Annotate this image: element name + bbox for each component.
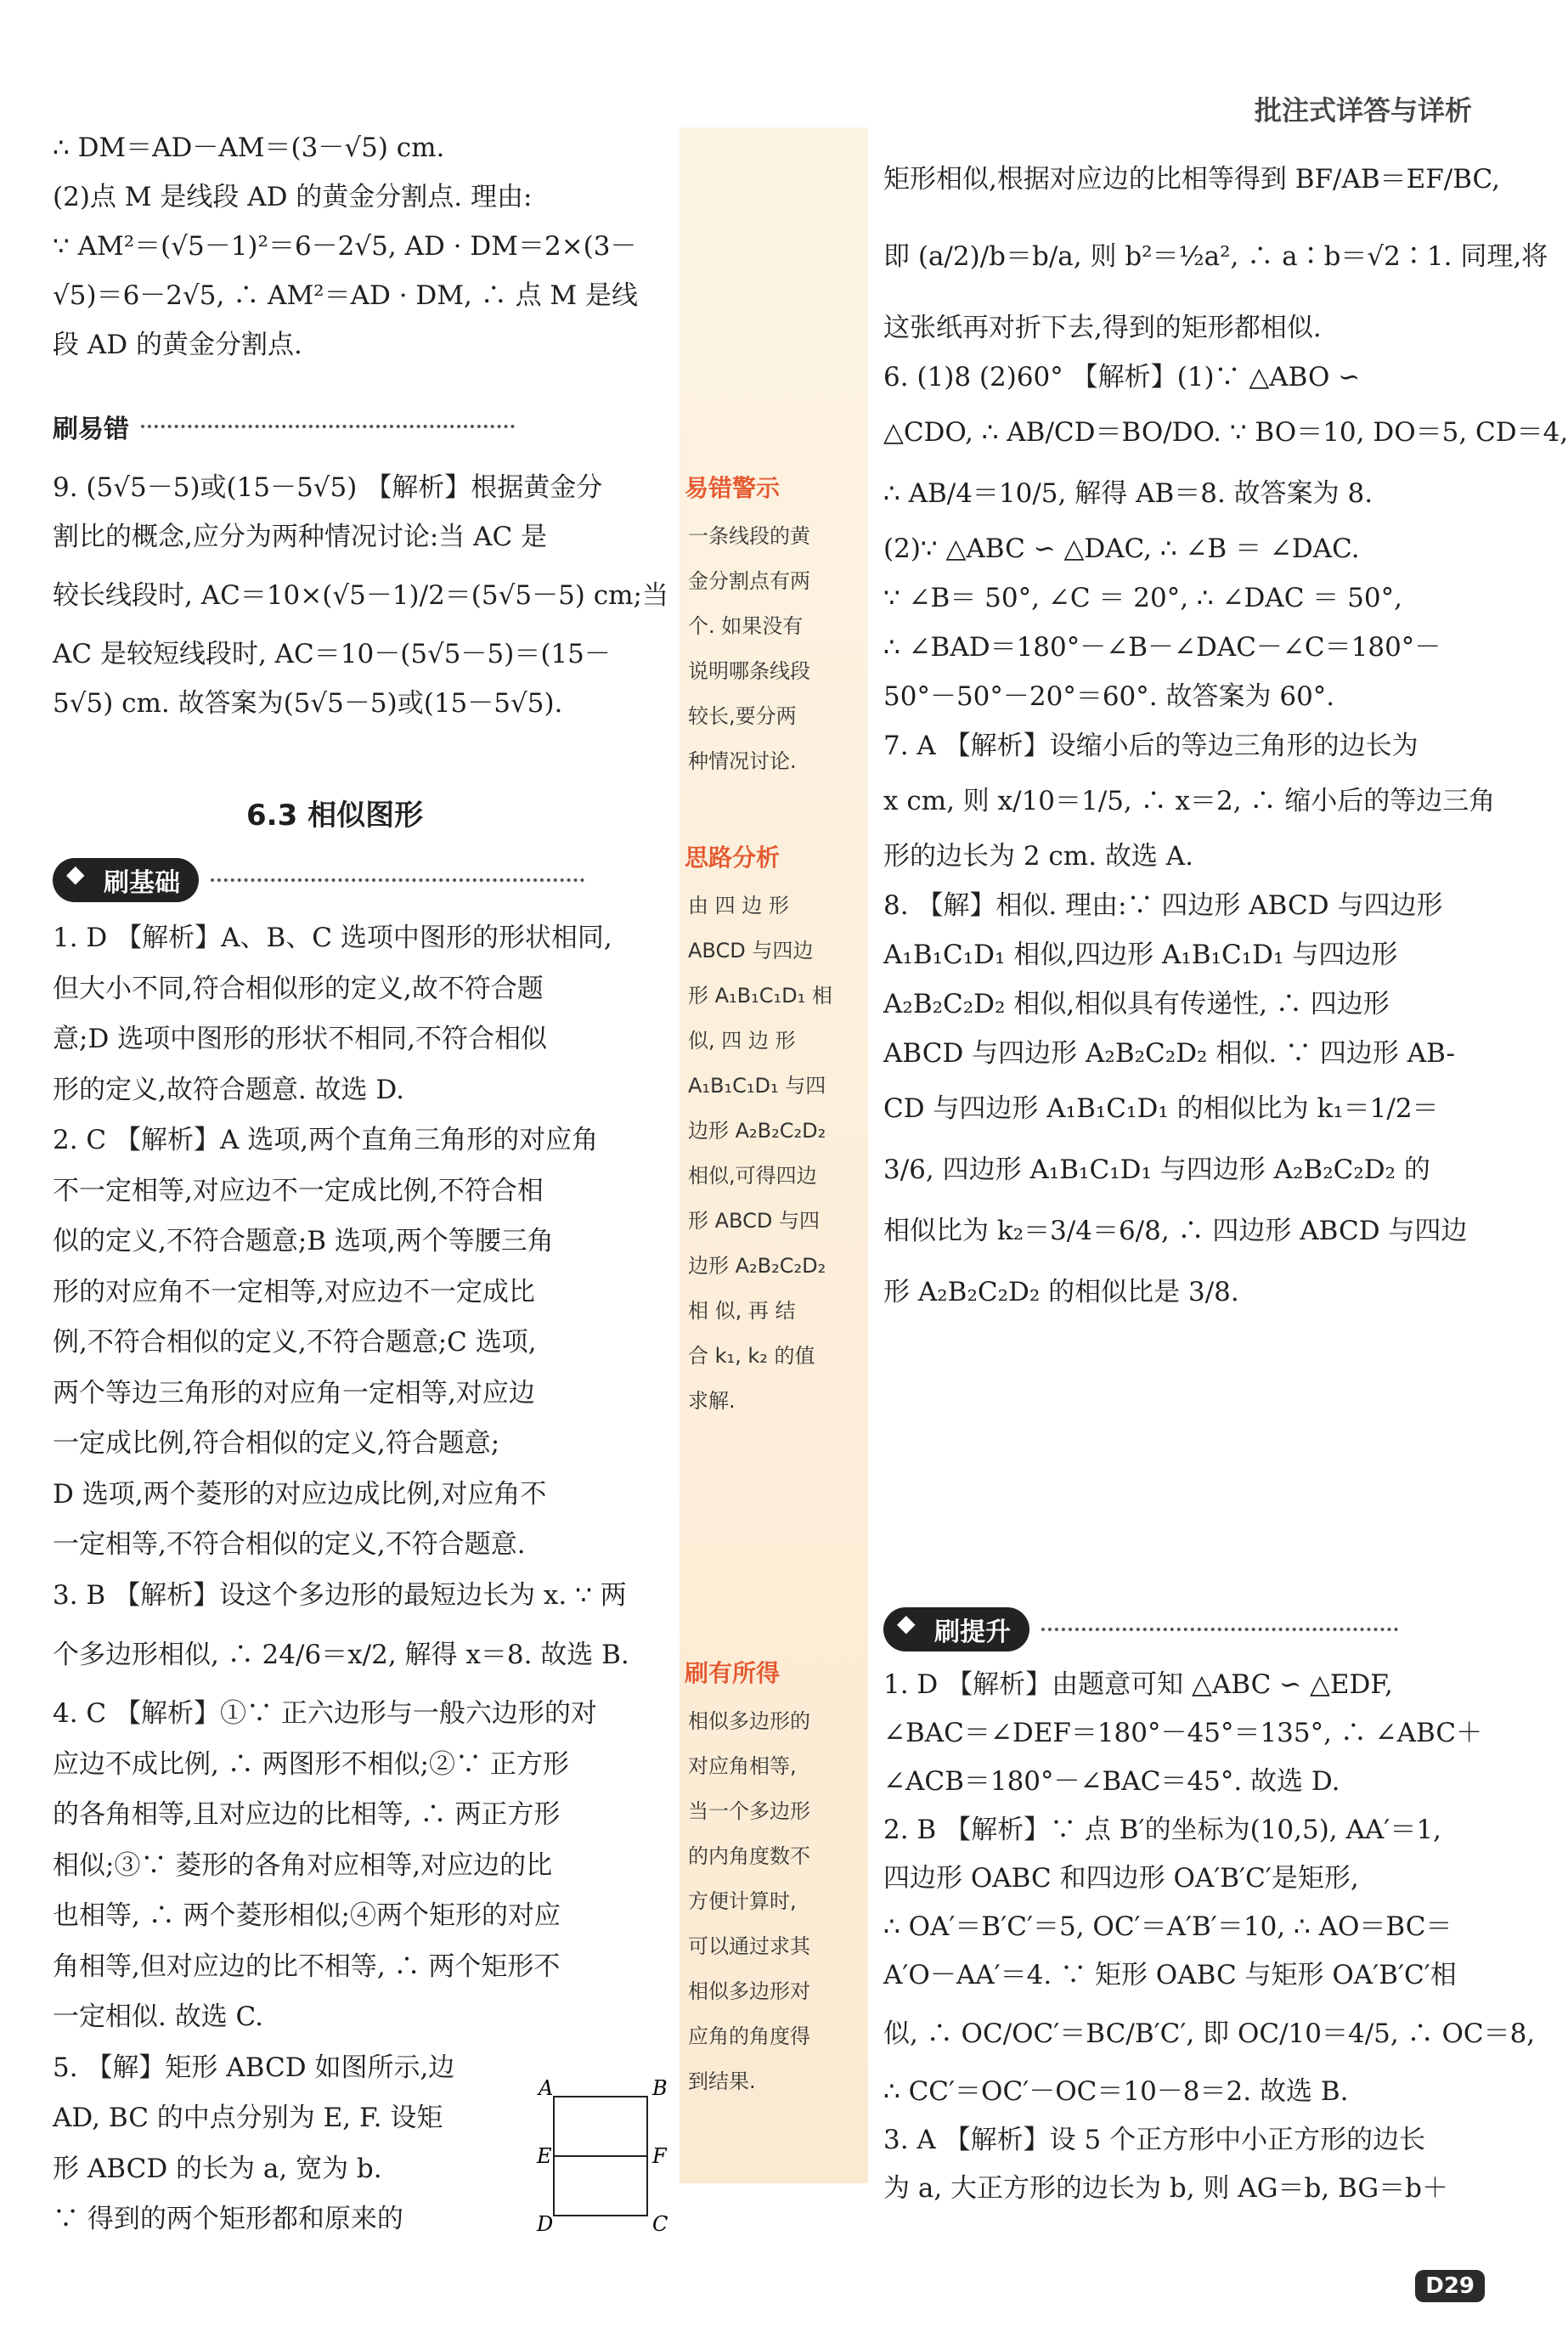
text-line: (2)点 M 是线段 AD 的黄金分割点. 理由: <box>53 182 533 212</box>
text-line: 的各角相等,且对应边的比相等, ∴ 两正方形 <box>53 1799 561 1830</box>
text-line: 一定成比例,符合相似的定义,符合题意; <box>53 1428 500 1459</box>
note-line: 相似多边形对 <box>688 1979 810 2003</box>
text-line: ∵ 得到的两个矩形都和原来的 <box>53 2204 403 2234</box>
text-line: 7. A 【解析】设缩小后的等边三角形的边长为 <box>883 731 1419 761</box>
text-line: 一定相等,不符合相似的定义,不符合题意. <box>53 1529 526 1560</box>
text-line: 8. 【解】相似. 理由:∵ 四边形 ABCD 与四边形 <box>883 890 1443 921</box>
text-line: √5)＝6－2√5, ∴ AM²＝AD · DM, ∴ 点 M 是线 <box>53 280 639 311</box>
text-line: △CDO, ∴ AB/CD＝BO/DO. ∵ BO＝10, DO＝5, CD＝4, <box>883 417 1568 448</box>
section-heading-shuatisheng <box>883 1607 1398 1651</box>
note-line: 当一个多边形 <box>688 1799 810 1823</box>
text-line: ∠BAC＝∠DEF＝180°－45°＝135°, ∴ ∠ABC＋ <box>883 1718 1483 1748</box>
note-line: 说明哪条线段 <box>688 659 810 683</box>
text-line: AC 是较短线段时, AC＝10－(5√5－5)＝(15－ <box>53 639 611 669</box>
note-line: 合 k₁, k₂ 的值 <box>688 1344 815 1368</box>
text-line: 相似;③∵ 菱形的各角对应相等,对应边的比 <box>53 1849 553 1881</box>
text-line: 段 AD 的黄金分割点. <box>53 330 302 360</box>
note-line: 似, 四 边 形 <box>688 1029 796 1053</box>
text-line: 2. C 【解析】A 选项,两个直角三角形的对应角 <box>53 1125 599 1155</box>
text-line: 两个等边三角形的对应角一定相等,对应边 <box>53 1377 535 1409</box>
note-line: 对应角相等, <box>688 1754 797 1778</box>
left-column <box>53 123 677 370</box>
figure-label-c: C <box>652 2212 668 2236</box>
note-line: 边形 A₂B₂C₂D₂ <box>688 1254 826 1278</box>
text-line: ∠ACB＝180°－∠BAC＝45°. 故选 D. <box>883 1766 1340 1797</box>
side-notes-panel <box>680 127 868 2183</box>
text-line: 应边不成比例, ∴ 两图形不相似;②∵ 正方形 <box>53 1748 569 1780</box>
text-line: ∴ CC′＝OC′－OC＝10－8＝2. 故选 B. <box>883 2076 1349 2107</box>
note-line: 相似,可得四边 <box>688 1164 817 1188</box>
page-number: D29 <box>1415 2270 1485 2302</box>
note-line: 应角的角度得 <box>688 2024 810 2048</box>
note-line: 求解. <box>688 1389 736 1413</box>
note-line: 金分割点有两 <box>688 569 810 593</box>
note-common-mistakes <box>680 463 868 784</box>
text-line: 4. C 【解析】①∵ 正六边形与一般六边形的对 <box>53 1698 597 1729</box>
text-line: 6. (1)8 (2)60° 【解析】(1)∵ △ABO ∽ <box>883 362 1361 392</box>
text-line: 意;D 选项中图形的形状不相同,不符合相似 <box>53 1024 548 1054</box>
text-line: 一定相似. 故选 C. <box>53 2001 264 2032</box>
text-line: 不一定相等,对应边不一定成比例,不符合相 <box>53 1175 544 1206</box>
text-line: 3. A 【解析】设 5 个正方形中小正方形的边长 <box>883 2125 1426 2155</box>
text-line: 即 (a/2)/b＝b/a, 则 b²＝½a², ∴ a∶b＝√2∶1. 同理,将 <box>883 241 1548 272</box>
note-line: 可以通过求其 <box>688 1934 810 1958</box>
text-line: ∵ AM²＝(√5－1)²＝6－2√5, AD · DM＝2×(3－ <box>53 231 637 262</box>
note-title: 易错警示 <box>685 474 781 502</box>
note-title: 思路分析 <box>685 844 781 872</box>
text-line: 5√5) cm. 故答案为(5√5－5)或(15－5√5). <box>53 688 563 719</box>
figure-label-b: B <box>652 2076 668 2100</box>
text-line: A′O－AA′＝4. ∵ 矩形 OABC 与矩形 OA′B′C′相 <box>883 1960 1457 1990</box>
text-line: 3/6, 四边形 A₁B₁C₁D₁ 与四边形 A₂B₂C₂D₂ 的 <box>883 1155 1430 1185</box>
text-line: 矩形相似,根据对应边的比相等得到 BF/AB＝EF/BC, <box>883 164 1501 195</box>
text-line: 3. B 【解析】设这个多边形的最短边长为 x. ∵ 两 <box>53 1579 627 1611</box>
text-line: 2. B 【解析】∵ 点 B′的坐标为(10,5), AA′＝1, <box>883 1815 1441 1845</box>
note-line: 边形 A₂B₂C₂D₂ <box>688 1119 826 1143</box>
text-line: ∴ OA′＝B′C′＝5, OC′＝A′B′＝10, ∴ AO＝BC＝ <box>883 1911 1452 1942</box>
text-line: 1. D 【解析】A、B、C 选项中图形的形状相同, <box>53 923 612 953</box>
text-line: ∴ ∠BAD＝180°－∠B－∠DAC－∠C＝180°－ <box>883 632 1441 663</box>
section-heading-shuajichu <box>53 858 584 902</box>
text-line: A₂B₂C₂D₂ 相似,相似具有传递性, ∴ 四边形 <box>883 989 1390 1019</box>
text-line: 1. D 【解析】由题意可知 △ABC ∽ △EDF, <box>883 1669 1393 1700</box>
text-line: (2)∵ △ABC ∽ △DAC, ∴ ∠B ＝ ∠DAC. <box>883 534 1360 564</box>
section-badge: ◆ 刷基础 <box>53 858 199 902</box>
note-line: 个. 如果没有 <box>688 614 804 638</box>
note-line: 方便计算时, <box>688 1889 797 1913</box>
rectangle-figure <box>535 2076 671 2236</box>
note-line: 相似多边形的 <box>688 1709 810 1733</box>
figure-label-f: F <box>652 2144 667 2168</box>
section-title: 刷易错 <box>53 415 129 444</box>
dotted-divider <box>141 425 515 428</box>
note-line: A₁B₁C₁D₁ 与四 <box>688 1074 826 1098</box>
figure-label-e: E <box>537 2144 552 2168</box>
note-takeaways <box>680 1648 868 2104</box>
text-line: 较长线段时, AC＝10×(√5－1)/2＝(5√5－5) cm;当 <box>53 580 668 611</box>
note-line: 一条线段的黄 <box>688 524 810 548</box>
dotted-divider <box>211 878 584 882</box>
text-line: 也相等, ∴ 两个菱形相似;④两个矩形的对应 <box>53 1900 561 1931</box>
question-9 <box>53 463 677 728</box>
note-line: 的内角度数不 <box>688 1844 810 1868</box>
figure-label-d: D <box>537 2212 554 2236</box>
note-line: ABCD 与四边 <box>688 939 814 963</box>
section-heading-shuayicuo <box>53 408 515 445</box>
note-thinking-analysis <box>680 833 868 1424</box>
text-line: AD, BC 的中点分别为 E, F. 设矩 <box>53 2103 443 2133</box>
chapter-title: 6.3 相似图形 <box>246 799 424 833</box>
text-line: D 选项,两个菱形的对应边成比例,对应角不 <box>53 1478 547 1510</box>
note-line: 种情况讨论. <box>688 749 797 773</box>
text-line: 形 ABCD 的长为 a, 宽为 b. <box>53 2153 382 2184</box>
note-line: 较长,要分两 <box>688 704 797 728</box>
text-line: 似的定义,不符合题意;B 选项,两个等腰三角 <box>53 1226 554 1256</box>
text-line: ∴ DM＝AD－AM＝(3－√5) cm. <box>53 133 445 163</box>
text-line: 相似比为 k₂＝3/4＝6/8, ∴ 四边形 ABCD 与四边 <box>883 1216 1468 1246</box>
header-title: 批注式详答与详析 <box>1254 94 1472 127</box>
note-title: 刷有所得 <box>685 1659 781 1687</box>
text-line: ABCD 与四边形 A₂B₂C₂D₂ 相似. ∵ 四边形 AB- <box>883 1038 1455 1069</box>
text-line: 5. 【解】矩形 ABCD 如图所示,边 <box>53 2052 455 2083</box>
text-line: 形的边长为 2 cm. 故选 A. <box>883 841 1193 872</box>
text-line: 角相等,但对应边的比不相等, ∴ 两个矩形不 <box>53 1951 561 1982</box>
section-badge: ◆ 刷提升 <box>883 1607 1029 1651</box>
text-line: 个多边形相似, ∴ 24/6＝x/2, 解得 x＝8. 故选 B. <box>53 1640 629 1670</box>
text-line: 例,不符合相似的定义,不符合题意;C 选项, <box>53 1327 537 1358</box>
text-line: 这张纸再对折下去,得到的矩形都相似. <box>883 313 1322 343</box>
text-line: 50°－50°－20°＝60°. 故答案为 60°. <box>883 681 1335 712</box>
text-line: 形的定义,故符合题意. 故选 D. <box>53 1074 405 1105</box>
text-line: 割比的概念,应分为两种情况讨论:当 AC 是 <box>53 522 548 552</box>
text-line: ∴ AB/4＝10/5, 解得 AB＝8. 故答案为 8. <box>883 478 1373 509</box>
dotted-divider <box>1041 1628 1398 1631</box>
note-line: 形 A₁B₁C₁D₁ 相 <box>688 984 832 1008</box>
text-line: 四边形 OABC 和四边形 OA′B′C′是矩形, <box>883 1863 1359 1894</box>
text-line: 为 a, 大正方形的边长为 b, 则 AG＝b, BG＝b＋ <box>883 2173 1448 2204</box>
text-line: 9. (5√5－5)或(15－5√5) 【解析】根据黄金分 <box>53 472 603 503</box>
text-line: 形的对应角不一定相等,对应边不一定成比 <box>53 1276 535 1307</box>
note-line: 到结果. <box>688 2069 756 2093</box>
right-column-advanced <box>883 1661 1536 2213</box>
right-column-top <box>883 149 1568 1323</box>
text-line: ∵ ∠B＝ 50°, ∠C ＝ 20°, ∴ ∠DAC ＝ 50°, <box>883 583 1402 613</box>
note-line: 由 四 边 形 <box>688 894 789 917</box>
text-line: 似, ∴ OC/OC′＝BC/B′C′, 即 OC/10＝4/5, ∴ OC＝8, <box>883 2018 1536 2049</box>
figure-label-a: A <box>539 2076 554 2100</box>
text-line: A₁B₁C₁D₁ 相似,四边形 A₁B₁C₁D₁ 与四边形 <box>883 940 1398 970</box>
note-line: 形 ABCD 与四 <box>688 1209 820 1233</box>
text-line: CD 与四边形 A₁B₁C₁D₁ 的相似比为 k₁＝1/2＝ <box>883 1093 1439 1124</box>
basic-questions <box>53 913 677 2245</box>
note-line: 相 似, 再 结 <box>688 1299 796 1323</box>
text-line: 但大小不同,符合相似形的定义,故不符合题 <box>53 973 544 1004</box>
text-line: x cm, 则 x/10＝1/5, ∴ x＝2, ∴ 缩小后的等边三角 <box>883 786 1496 816</box>
text-line: 形 A₂B₂C₂D₂ 的相似比是 3/8. <box>883 1277 1239 1307</box>
